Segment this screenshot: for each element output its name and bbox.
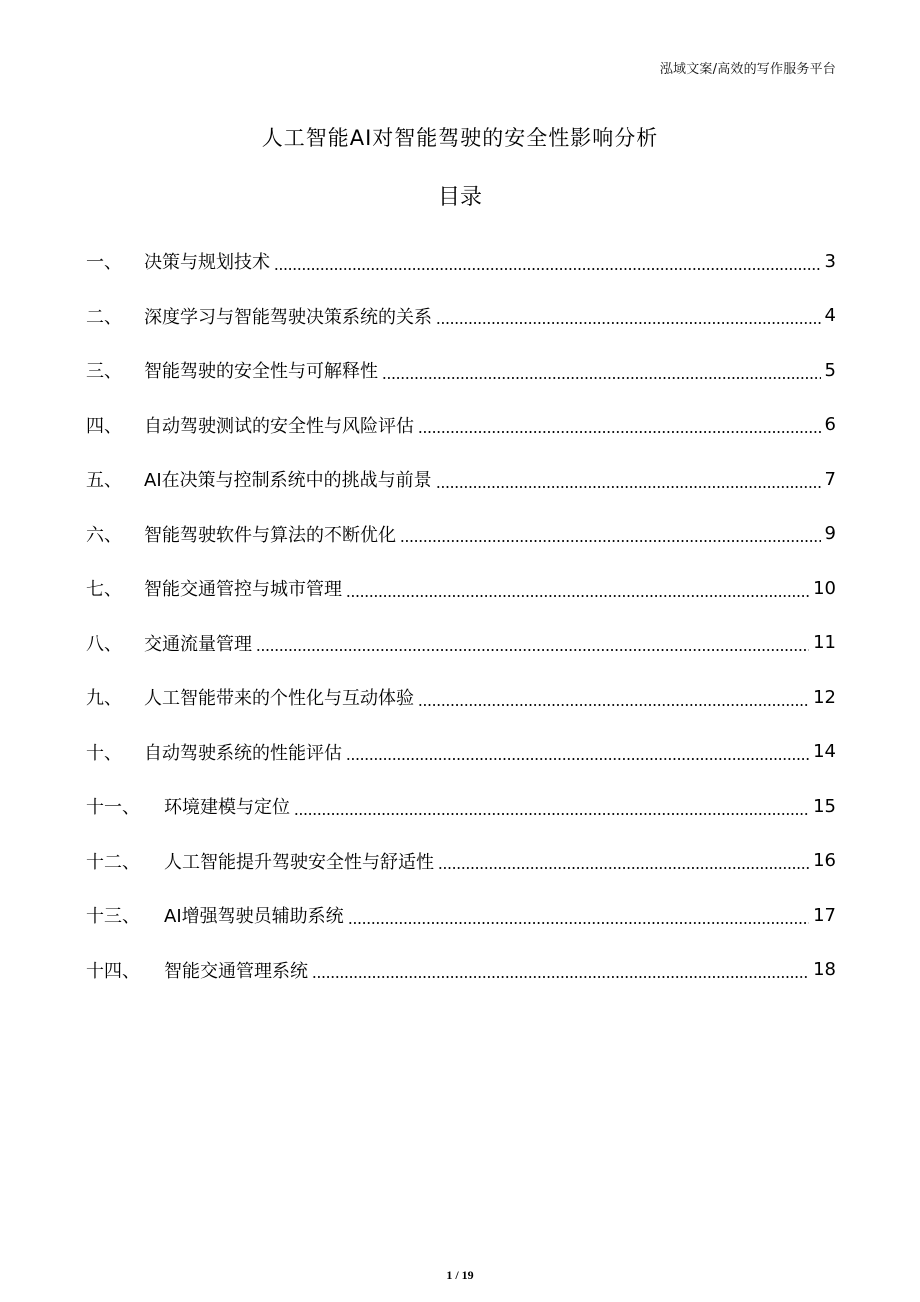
toc-entry-number: 九、 — [86, 688, 122, 710]
toc-entry-number: 五、 — [86, 470, 122, 492]
toc-entry[interactable] — [86, 888, 836, 943]
toc-entry-title: AI在决策与控制系统中的挑战与前景 — [144, 470, 432, 492]
toc-dot-leader — [274, 268, 821, 270]
toc-entry-title: 智能驾驶的安全性与可解释性 — [144, 361, 378, 383]
toc-entry-number: 六、 — [86, 524, 122, 546]
toc-dot-leader — [418, 704, 809, 706]
toc-entry-page: 12 — [813, 686, 836, 708]
toc-entry-page: 11 — [813, 632, 836, 654]
toc-entry-title: 自动驾驶系统的性能评估 — [144, 742, 342, 764]
toc-entry-page: 7 — [824, 468, 836, 490]
toc-entry-page: 17 — [813, 904, 836, 926]
toc-entry-title: 环境建模与定位 — [164, 797, 290, 819]
toc-entry-page: 9 — [824, 523, 836, 545]
toc-entry-title: 智能交通管控与城市管理 — [144, 579, 342, 601]
toc-entry-number: 十一、 — [86, 797, 140, 819]
toc-entry-number: 四、 — [86, 415, 122, 437]
toc-dot-leader — [436, 322, 821, 324]
toc-dot-leader — [312, 976, 809, 978]
toc-entry-title: 交通流量管理 — [144, 633, 252, 655]
toc-dot-leader — [400, 540, 821, 542]
toc-dot-leader — [346, 595, 809, 597]
toc-entry[interactable] — [86, 343, 836, 398]
toc-entry[interactable] — [86, 943, 836, 998]
toc-entry-title: AI增强驾驶员辅助系统 — [164, 906, 344, 928]
toc-dot-leader — [346, 758, 809, 760]
toc-entry-number: 十、 — [86, 742, 122, 764]
toc-entry[interactable] — [86, 779, 836, 834]
document-title: 人工智能AI对智能驾驶的安全性影响分析 — [261, 126, 659, 150]
toc-entry-title: 人工智能带来的个性化与互动体验 — [144, 688, 414, 710]
toc-entry-title: 决策与规划技术 — [144, 252, 270, 274]
toc-entry-page: 16 — [813, 850, 836, 872]
toc-entry[interactable] — [86, 561, 836, 616]
toc-dot-leader — [418, 431, 821, 433]
toc-dot-leader — [294, 813, 809, 815]
page-number: 1 / 19 — [446, 1268, 474, 1282]
toc-entry-title: 智能交通管理系统 — [164, 960, 308, 982]
toc-entry-title: 自动驾驶测试的安全性与风险评估 — [144, 415, 414, 437]
toc-dot-leader — [348, 922, 809, 924]
toc-dot-leader — [436, 486, 821, 488]
toc-entry-number: 十四、 — [86, 960, 140, 982]
toc-entry-page: 18 — [813, 959, 836, 981]
toc-entry-page: 15 — [813, 795, 836, 817]
toc-entry[interactable] — [86, 616, 836, 671]
toc-entry[interactable] — [86, 234, 836, 289]
toc-entry[interactable] — [86, 452, 836, 507]
toc-heading: 目录 — [437, 185, 482, 210]
toc-entry-number: 二、 — [86, 306, 122, 328]
toc-entry-number: 三、 — [86, 361, 122, 383]
toc-entry-page: 4 — [824, 305, 836, 327]
toc-entry[interactable] — [86, 398, 836, 453]
toc-entry-number: 十三、 — [86, 906, 140, 928]
toc-entry-number: 十二、 — [86, 851, 140, 873]
toc-entry[interactable] — [86, 507, 836, 562]
toc-entry-page: 3 — [824, 250, 836, 272]
toc-dot-leader — [256, 649, 809, 651]
toc-entry-title: 深度学习与智能驾驶决策系统的关系 — [144, 306, 432, 328]
toc-entry-page: 10 — [813, 577, 836, 599]
toc-entry-page: 6 — [824, 414, 836, 436]
toc-entry-title: 人工智能提升驾驶安全性与舒适性 — [164, 851, 434, 873]
toc-entry-page: 14 — [813, 741, 836, 763]
toc-entry-number: 一、 — [86, 252, 122, 274]
toc-entry-number: 七、 — [86, 579, 122, 601]
toc-entry-page: 5 — [824, 359, 836, 381]
toc-entry-number: 八、 — [86, 633, 122, 655]
toc-entry[interactable] — [86, 289, 836, 344]
toc-dot-leader — [438, 867, 809, 869]
header-note: 泓域文案/高效的写作服务平台 — [659, 62, 836, 77]
toc-entry-title: 智能驾驶软件与算法的不断优化 — [144, 524, 396, 546]
table-of-contents — [86, 234, 836, 997]
toc-entry[interactable] — [86, 834, 836, 889]
toc-entry[interactable] — [86, 725, 836, 780]
toc-entry[interactable] — [86, 670, 836, 725]
toc-dot-leader — [382, 377, 821, 379]
